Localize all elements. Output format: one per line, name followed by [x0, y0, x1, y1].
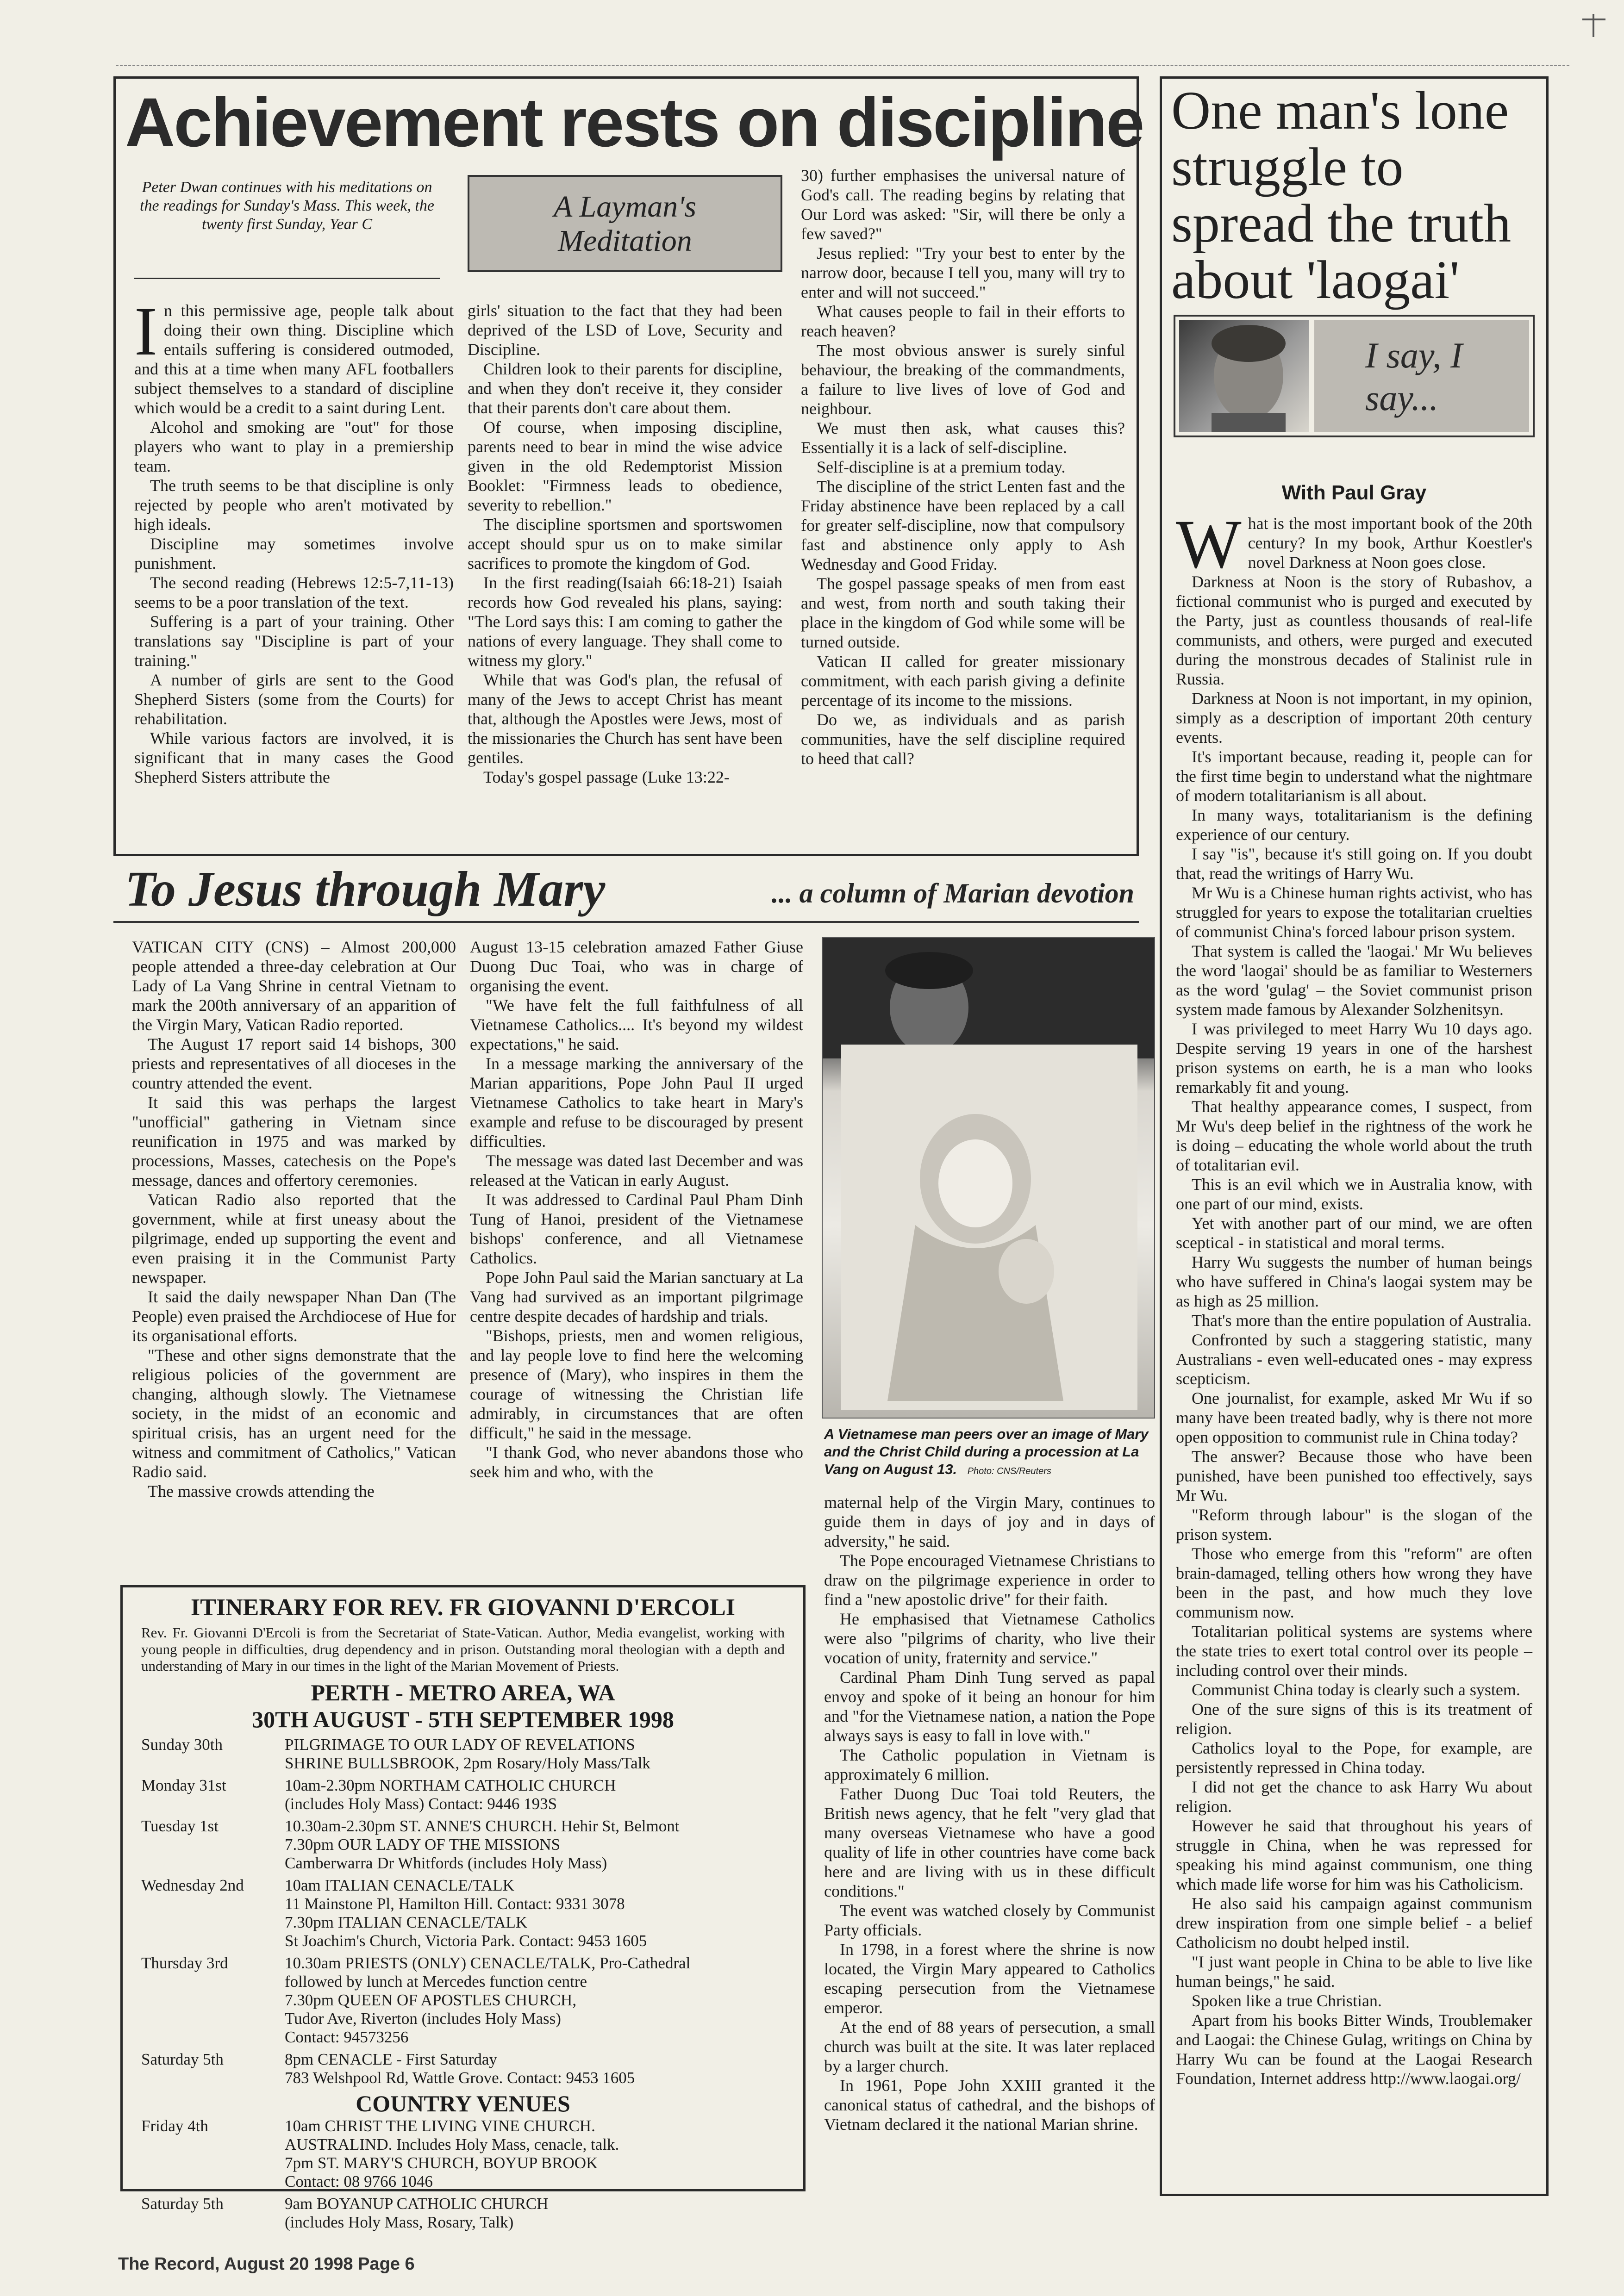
paragraph: Of course, when imposing discipline, parents need to bear in mind the wise advice given in the old Redemptorist Mission Booklet: "Firmness leads to obedience, severity to rebellion." [468, 418, 782, 514]
schedule-line: 8pm CENACLE - First Saturday [285, 2050, 497, 2068]
paragraph: The most obvious answer is surely sinful behaviour, the breaking of the commandments, a failure to live lives of love of God and neighbour. [801, 341, 1125, 418]
paragraph: "These and other signs demonstrate that the religious policies of the government are changing, although slowly. The Vietnamese society, in the midst of an economic and spiritual crisis, has an urgent need for the witness and commitment of Catholics," Vatican Radio said. [132, 1346, 456, 1481]
country-venues-title: COUNTRY VENUES [356, 2091, 570, 2116]
paragraph: The gospel passage speaks of men from east and west, from north and south taking their place in the kingdom of God while some will be turned outside. [801, 574, 1125, 651]
paragraph: That's more than the entire population of Australia. [1192, 1311, 1532, 1330]
paragraph: Those who emerge from this "reform" are often brain-damaged, telling others how wrong they have been in the past, and how much they love communism now. [1176, 1544, 1532, 1621]
paragraph: Children look to their parents for discipline, and when they don't receive it, they consider that their parents don't care about them. [468, 360, 782, 417]
paragraph: "Reform through labour" is the slogan of the prison system. [1176, 1506, 1532, 1543]
itinerary-title: ITINERARY FOR REV. FR GIOVANNI D'ERCOLI [190, 1594, 736, 1621]
schedule-day: Monday 31st [141, 1776, 226, 1794]
article-discipline-intro: Peter Dwan continues with his meditations on the readings for Sunday's Mass. This week, the twenty first Sunday, Year C [140, 179, 434, 233]
paragraph: Yet with another part of our mind, we are often sceptical - in statistical and moral terms. [1176, 1214, 1532, 1252]
paragraph: "I just want people in China to be able to live like human beings," he said. [1176, 1953, 1532, 1991]
columnist-photo [1179, 320, 1309, 432]
paragraph: It said the daily newspaper Nhan Dan (The People) even praised the Archdiocese of Hue for its organisational efforts. [132, 1288, 456, 1345]
schedule-line: 7pm ST. MARY'S CHURCH, BOYUP BROOK [285, 2154, 598, 2172]
schedule-line: 783 Welshpool Rd, Wattle Grove. Contact: 9453 1605 [285, 2069, 635, 2087]
marian-rule [113, 921, 1139, 923]
paragraph: girls' situation to the fact that they had been deprived of the LSD of Love, Security and Discipline. [468, 301, 782, 359]
paragraph: In 1961, Pope John XXIII granted it the canonical status of cathedral, and the bishops of Vietnam declared it the national Marian shrine. [824, 2076, 1155, 2134]
itinerary-region: PERTH - METRO AREA, WA [311, 1680, 615, 1705]
paragraph: Harry Wu suggests the number of human beings who have suffered in China's laogai system may be as high as 25 million. [1176, 1253, 1532, 1310]
paragraph: Cardinal Pham Dinh Tung served as papal envoy and spoke of it being an honour for him and "for the Vietnamese nation, a nation the Pope always says is easy to fall in love with." [824, 1668, 1155, 1745]
paragraph: One of the sure signs of this is its treatment of religion. [1176, 1700, 1532, 1738]
page-footer: The Record, August 20 1998 Page 6 [118, 2254, 415, 2274]
paragraph: hat is the most important book of the 20th century? In my book, Arthur Koestler's novel Darkness at Noon goes close. [1248, 514, 1532, 572]
paragraph: VATICAN CITY (CNS) – Almost 200,000 people attended a three-day celebration at Our Lady of La Vang Shrine in central Vietnam to mark the 200th anniversary of an apparition of the Virgin Mary, Vatican Radio reported. [132, 938, 456, 1034]
paragraph: The Pope encouraged Vietnamese Christians to draw on the pilgrimage experience in order to find a "new apostolic drive" for their faith. [824, 1551, 1155, 1609]
paragraph: In 1798, in a forest where the shrine is now located, the Virgin Mary appeared to Catholics escaping persecution from the Vietnamese emperor. [824, 1940, 1155, 2017]
article-laogai-headline: One man's lone struggle to spread the truth about 'laogai' [1171, 80, 1511, 310]
schedule-line: 9am BOYANUP CATHOLIC CHURCH [285, 2195, 549, 2213]
paragraph: He emphasised that Vietnamese Catholics were also "pilgrims of charity, who live their vocation of unity, fraternity and service." [824, 1610, 1155, 1667]
paragraph: Catholics loyal to the Pope, for example, are persistently repressed in China today. [1176, 1739, 1532, 1777]
paragraph: I say "is", because it's still going on. If you doubt that, read the writings of Harry Wu. [1176, 845, 1532, 883]
paragraph: maternal help of the Virgin Mary, continues to guide them in days of joy and in days of adversity," he said. [824, 1493, 1155, 1550]
paragraph: It was addressed to Cardinal Paul Pham Dinh Tung of Hanoi, president of the Vietnamese bishops' conference, and all Vietnamese Catholics. [470, 1190, 803, 1267]
paragraph: A number of girls are sent to the Good Shepherd Sisters (some from the Courts) for rehabilitation. [134, 671, 454, 728]
dropcap-w: W [1176, 506, 1242, 583]
schedule-day: Saturday 5th [141, 2050, 224, 2068]
paragraph: Apart from his books Bitter Winds, Troublemaker and Laogai: the Chinese Gulag, writings on China by Harry Wu can be found at the Laogai Research Foundation, Internet address http://www.laogai.org/ [1176, 2011, 1532, 2088]
paragraph: Do we, as individuals and as parish communities, have the self discipline required to heed that call? [801, 710, 1125, 768]
paragraph: Alcohol and smoking are "out" for those players who want to play in a premiership team. [134, 418, 454, 475]
paragraph: The discipline sportsmen and sportswomen accept should spur us on to make similar sacrifices to promote the kingdom of God. [468, 515, 782, 572]
schedule-line: PILGRIMAGE TO OUR LADY OF REVELATIONS [285, 1736, 635, 1754]
schedule-line: 11 Mainstone Pl, Hamilton Hill. Contact: 9331 3078 [285, 1895, 625, 1913]
schedule-row [141, 1736, 785, 1773]
schedule-day: Friday 4th [141, 2117, 208, 2135]
schedule-line: AUSTRALIND. Includes Holy Mass, cenacle, talk. [285, 2135, 619, 2153]
paragraph: One journalist, for example, asked Mr Wu if so many have been treated badly, why is there not more open opposition to communist rule in China today? [1176, 1389, 1532, 1446]
country-schedule [141, 2117, 785, 2232]
paragraph: "We have felt the full faithfulness of all Vietnamese Catholics.... It's beyond my wildest expectations," he said. [470, 996, 803, 1053]
paragraph: The message was dated last December and was released at the Vatican in early August. [470, 1151, 803, 1189]
schedule-line: Contact: 94573256 [285, 2028, 409, 2046]
paragraph: 30) further emphasises the universal nature of God's call. The reading begins by relating that Our Lord was asked: "Sir, will there be only a few saved?" [801, 166, 1125, 243]
paragraph: The Catholic population in Vietnam is approximately 6 million. [824, 1746, 1155, 1784]
paragraph: Darkness at Noon is not important, in my opinion, simply as a description of important 20th century events. [1176, 689, 1532, 747]
schedule-row [141, 1776, 785, 1813]
schedule-day: Sunday 30th [141, 1736, 223, 1754]
paragraph: At the end of 88 years of persecution, a small church was built at the site. It was later replaced by a larger church. [824, 2018, 1155, 2075]
dropcap-i: I [134, 293, 157, 370]
article-discipline-col1 [134, 293, 454, 847]
paragraph: Darkness at Noon is the story of Rubashov, a fictional communist who is purged and executed by the Party, just as countless thousands of real-life communists, and others, were purged and executed during the monstrous decades of Stalinist rule in Russia. [1176, 572, 1532, 688]
paragraph: He also said his campaign against communism drew inspiration from one simple belief - a belief Catholicism no doubt helped instil. [1176, 1894, 1532, 1952]
columnist-byline: With Paul Gray [1281, 481, 1427, 504]
paragraph: The second reading (Hebrews 12:5-7,11-13) seems to be a poor translation of the text. [134, 573, 454, 611]
article-marian-col2 [470, 937, 803, 1567]
paragraph: Mr Wu is a Chinese human rights activist, who has struggled for years to expose the totalitarian cruelties of communist China's forced labour prison system. [1176, 884, 1532, 941]
article-discipline-col3 [801, 166, 1125, 846]
schedule-details [285, 2050, 785, 2087]
paragraph: Vatican II called for greater missionary commitment, with each parish giving a definite percentage of its income to the missions. [801, 652, 1125, 709]
paragraph: "I thank God, who never abandons those who seek him and who, with the [470, 1443, 803, 1481]
schedule-line: 10.30am PRIESTS (ONLY) CENACLE/TALK, Pro-Cathedral [285, 1954, 691, 1972]
paragraph: That healthy appearance comes, I suspect, from Mr Wu's deep belief in the rightness of the work he is doing – educating the whole world about the truth of totalitarian evil. [1176, 1097, 1532, 1174]
paragraph: The discipline of the strict Lenten fast and the Friday abstinence have been replaced by a call for greater self-discipline, now that compulsory fast and abstinence only apply to Ash Wednesday and Good Friday. [801, 477, 1125, 573]
intro-rule [134, 278, 440, 279]
schedule-line: 7.30pm OUR LADY OF THE MISSIONS [285, 1836, 561, 1854]
schedule-details [285, 2117, 785, 2191]
schedule-day: Thursday 3rd [141, 1954, 228, 1972]
paragraph: n this permissive age, people talk about doing their own thing. Discipline which entails suffering is considered outmoded, and this at a time when many AFL footballers subject themselves to a standard of discipline which would be a credit to a saint during Lent. [134, 301, 454, 417]
paragraph: Totalitarian political systems are systems where the state tries to exert total control over its people – including control over their minds. [1176, 1622, 1532, 1680]
paragraph: While that was God's plan, the refusal of many of the Jews to accept Christ has meant that, although the Apostles were Jews, most of the missionaries the Church has sent have been gentiles. [468, 671, 782, 767]
schedule-row [141, 1817, 785, 1873]
paragraph: It's important because, reading it, people can for the first time begin to understand what the nightmare of modern totalitarianism is all about. [1176, 747, 1532, 805]
paragraph: Communist China today is clearly such a system. [1192, 1680, 1520, 1699]
schedule-line: Camberwarra Dr Whitfords (includes Holy Mass) [285, 1854, 607, 1872]
itinerary-intro: Rev. Fr. Giovanni D'Ercoli is from the Secretariat of State-Vatican. Author, Media evangelist, working with young people in difficulties, drug dependency and in prison. Outstanding moral theologian with a depth and understanding of Mary in our times in the light of the Marian Movement of Priests. [141, 1624, 785, 1674]
photo-illustration [823, 938, 1154, 1418]
schedule-day: Wednesday 2nd [141, 1876, 244, 1894]
schedule-details [285, 2195, 785, 2232]
schedule-row [141, 2117, 785, 2191]
schedule-line: 10am CHRIST THE LIVING VINE CHURCH. [285, 2117, 595, 2135]
schedule-day: Saturday 5th [141, 2195, 224, 2213]
schedule-line: 10am ITALIAN CENACLE/TALK [285, 1876, 514, 1894]
schedule-line: followed by lunch at Mercedes function centre [285, 1972, 587, 1991]
schedule-line: (includes Holy Mass, Rosary, Talk) [285, 2213, 514, 2231]
paragraph: Pope John Paul said the Marian sanctuary at La Vang had survived as an important pilgrimage centre despite decades of hardship and trials. [470, 1268, 803, 1325]
photo-credit: Photo: CNS/Reuters [967, 1466, 1051, 1476]
paragraph: Self-discipline is at a premium today. [817, 458, 1066, 476]
schedule-line: 10.30am-2.30pm ST. ANNE'S CHURCH. Hehir St, Belmont [285, 1817, 680, 1835]
paragraph: In a message marking the anniversary of the Marian apparitions, Pope John Paul II urged Vietnamese Catholics to take heart in Mary's example and refuse to be discouraged by present difficulties. [470, 1054, 803, 1151]
schedule-details [285, 1876, 785, 1950]
schedule-details [285, 1776, 785, 1813]
paragraph: In the first reading(Isaiah 66:18-21) Isaiah records how God revealed his plans, saying: "The Lord says this: I am coming to gather the nations of every language. They shall come to witness my glory." [468, 573, 782, 670]
photo-caption-text: A Vietnamese man peers over an image of Mary and the Christ Child during a procession at La Vang on August 13. [824, 1426, 1149, 1477]
laymans-meditation-text: A Layman's Meditation [553, 190, 697, 258]
schedule-line: 10am-2.30pm NORTHAM CATHOLIC CHURCH [285, 1776, 616, 1794]
paragraph: In many ways, totalitarianism is the defining experience of our century. [1176, 806, 1532, 844]
paragraph: This is an evil which we in Australia know, with one part of our mind, exists. [1176, 1175, 1532, 1213]
columnist-badge [1174, 315, 1535, 437]
i-say-badge [1314, 320, 1529, 432]
paragraph: It said this was perhaps the largest "unofficial" gathering in Vietnam since reunification in 1975 and was marked by processions, Masses, catechesis on the Pope's message, dances and offertory ceremonies. [132, 1093, 456, 1189]
schedule-line: 7.30pm ITALIAN CENACLE/TALK [285, 1913, 528, 1931]
schedule-line: Tudor Ave, Riverton (includes Holy Mass) [285, 2010, 561, 2028]
paragraph: Today's gospel passage (Luke 13:22- [483, 768, 730, 786]
paragraph: I was privileged to meet Harry Wu 10 days ago. Despite serving 19 years in one of the harshest prison systems on earth, he is a man who looks remarkably fit and young. [1176, 1020, 1532, 1096]
top-rule [116, 65, 1569, 66]
paragraph: August 13-15 celebration amazed Father Giuse Duong Duc Toai, who was in charge of organising the event. [470, 938, 803, 995]
paragraph: That system is called the 'laogai.' Mr Wu believes the word 'laogai' should be as familiar to Westerners as the word 'gulag' – the Soviet communist prison system made famous by Alexander Solzhenitsyn. [1176, 942, 1532, 1019]
article-marian-col1 [132, 937, 456, 1567]
portrait-illustration [1179, 320, 1309, 432]
paragraph: The answer? Because those who have been punished, have been punished too effectively, says Mr Wu. [1176, 1447, 1532, 1505]
schedule-details [285, 1954, 785, 2047]
metro-schedule [141, 1736, 785, 2087]
la-vang-photo [822, 937, 1155, 1419]
paragraph: Confronted by such a staggering statistic, many Australians - even well-educated ones - may express scepticism. [1176, 1331, 1532, 1388]
paragraph: Suffering is a part of your training. Other translations say "Discipline is part of your training." [134, 612, 454, 670]
laymans-meditation-badge [468, 175, 782, 272]
paragraph: Vatican Radio also reported that the government, while at first uneasy about the pilgrimage, ended up supporting the event and even praising it in the Communist Party newspaper. [132, 1190, 456, 1287]
schedule-row [141, 1954, 785, 2047]
schedule-line: 7.30pm QUEEN OF APOSTLES CHURCH, [285, 1991, 577, 2009]
paragraph: What causes people to fail in their efforts to reach heaven? [801, 302, 1125, 340]
schedule-details [285, 1817, 785, 1873]
article-marian-headline: To Jesus through Mary [125, 862, 606, 917]
article-marian-col3 [824, 1493, 1155, 2198]
article-marian-tagline: ... a column of Marian devotion [771, 878, 1134, 908]
paragraph: We must then ask, what causes this? Essentially it is a lack of self-discipline. [801, 419, 1125, 457]
paragraph: "Bishops, priests, men and women religious, and lay people love to find here the welcoming presence of (Mary), who inspires in them the courage of witnessing the Christian life admirably, in circumstances that are often difficult," he said in the message. [470, 1326, 803, 1442]
crop-mark [1582, 19, 1605, 20]
paragraph: However he said that throughout his years of struggle in China, when he was repressed for speaking his mind against communism, one thing which made life worse for him was his Catholicism. [1176, 1817, 1532, 1893]
paragraph: The massive crowds attending the [148, 1482, 375, 1500]
i-say-text: I say, I say... [1365, 335, 1463, 418]
itinerary-box [120, 1585, 806, 2231]
article-laogai-body [1176, 506, 1532, 2189]
schedule-line: St Joachim's Church, Victoria Park. Contact: 9453 1605 [285, 1932, 647, 1950]
schedule-line: SHRINE BULLSBROOK, 2pm Rosary/Holy Mass/Talk [285, 1754, 650, 1772]
schedule-row [141, 1876, 785, 1950]
schedule-day: Tuesday 1st [141, 1817, 219, 1835]
schedule-row [141, 2195, 785, 2232]
crop-mark [1593, 14, 1594, 37]
paragraph: The truth seems to be that discipline is only rejected by people who aren't motivated by high ideals. [134, 476, 454, 534]
schedule-line: (includes Holy Mass) Contact: 9446 193S [285, 1795, 557, 1813]
article-discipline-col2 [468, 301, 782, 847]
itinerary-dates: 30TH AUGUST - 5TH SEPTEMBER 1998 [252, 1706, 674, 1732]
paragraph: Spoken like a true Christian. [1192, 1991, 1382, 2010]
paragraph: Jesus replied: "Try your best to enter by the narrow door, because I tell you, many will try to enter and will not succeed." [801, 244, 1125, 301]
paragraph: Father Duong Duc Toai told Reuters, the British news agency, that he felt "very glad that many overseas Vietnamese who have a good quality of life in other countries have come back here and are living with us in these difficult conditions." [824, 1785, 1155, 1900]
schedule-line: Contact: 08 9766 1046 [285, 2172, 433, 2190]
schedule-details [285, 1736, 785, 1773]
paragraph: I did not get the chance to ask Harry Wu about religion. [1176, 1778, 1532, 1816]
article-discipline-headline: Achievement rests on discipline [125, 83, 1143, 161]
paragraph: Discipline may sometimes involve punishment. [134, 535, 454, 572]
paragraph: The August 17 report said 14 bishops, 300 priests and representatives of all dioceses in the country attended the event. [132, 1035, 456, 1092]
paragraph: While various factors are involved, it is significant that in many cases the Good Shepherd Sisters attribute the [134, 729, 454, 786]
schedule-row [141, 2050, 785, 2087]
photo-caption [824, 1425, 1155, 1480]
paragraph: The event was watched closely by Communist Party officials. [824, 1901, 1155, 1939]
